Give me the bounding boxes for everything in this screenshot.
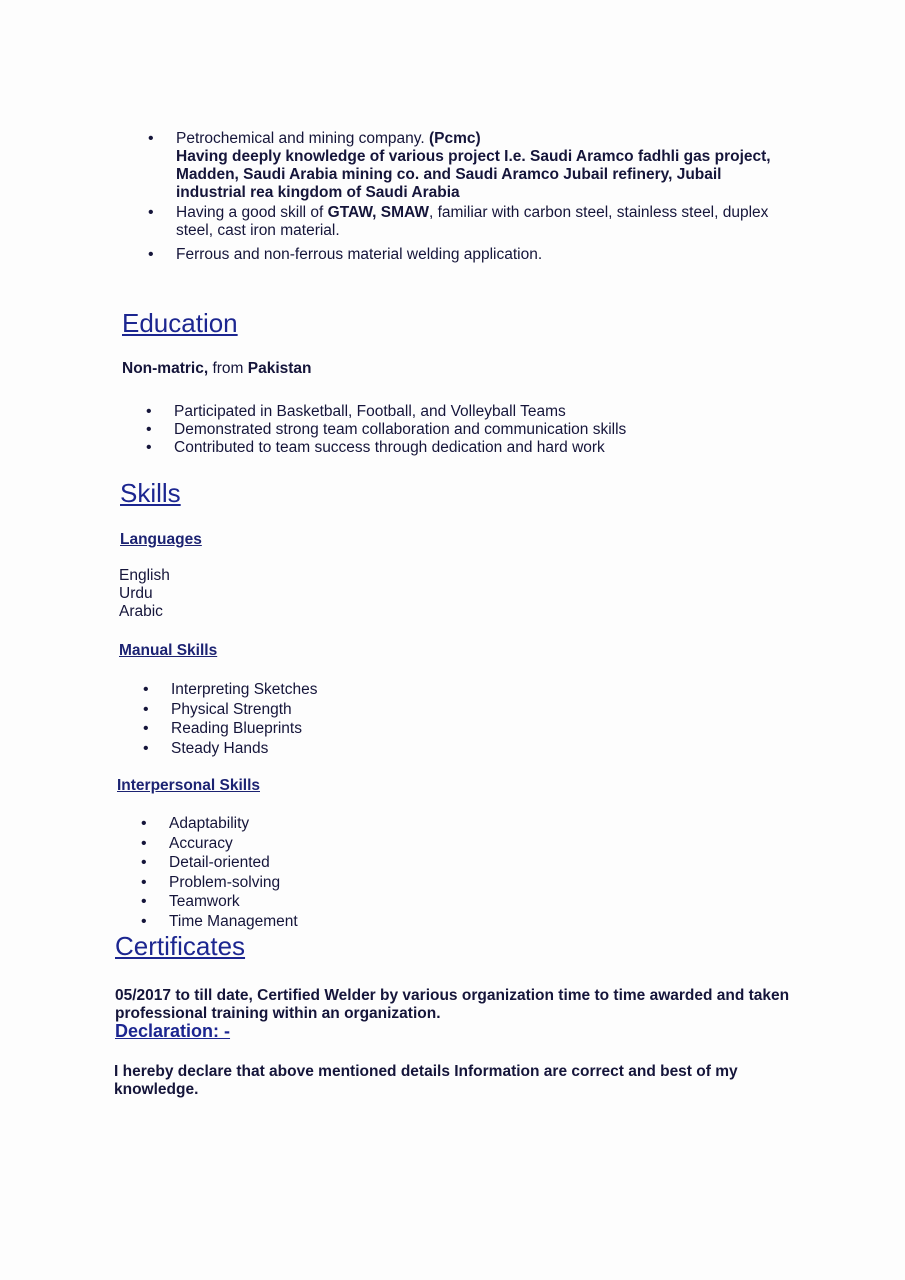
declaration-heading: Declaration: - [115,1021,231,1041]
certificate-line-2: professional training within an organization. [115,1005,441,1022]
interpersonal-skill-item: • Adaptability [141,815,298,833]
education-qualification [122,360,312,378]
qualification-level: Non-matric, [122,360,209,377]
project-line-2: Madden, Saudi Arabia mining co. and Saudi Aramco Jubail refinery, Jubail [176,166,722,183]
manual-skill-item: • Physical Strength [143,701,317,719]
experience-bullet-ferrous [148,246,808,264]
project-line-3: industrial rea kingdom of Saudi Arabia [176,184,460,201]
interpersonal-skill-item: • Teamwork [141,893,298,911]
interpersonal-skill-item: • Accuracy [141,835,298,853]
languages-list [119,567,170,621]
language-item: Urdu [119,585,153,602]
skill-bold: GTAW, SMAW [327,204,429,221]
education-bullet: • Demonstrated strong team collaboration and communication skills [146,421,786,439]
interpersonal-skill-item: • Problem-solving [141,874,298,892]
experience-bullet-skills [148,204,808,240]
experience-bullet-pcmc [148,130,808,202]
interpersonal-skill-item: • Detail-oriented [141,854,298,872]
declaration-text [114,1063,814,1099]
languages-heading: Languages [120,531,202,548]
interpersonal-skills-heading: Interpersonal Skills [117,777,260,794]
manual-skill-item: • Reading Blueprints [143,720,317,738]
declaration-line-1: I hereby declare that above mentioned details Information are correct and best of my [114,1063,738,1080]
interpersonal-skills-list [141,815,298,931]
certificates-heading: Certificates [115,931,246,961]
manual-skill-item: • Steady Hands [143,740,317,758]
education-bullet: • Contributed to team success through dedication and hard work [146,439,786,457]
education-bullets [146,403,786,457]
interpersonal-skill-item: • Time Management [141,913,298,931]
skills-heading: Skills [120,478,181,508]
education-heading: Education [122,308,238,338]
company-tag: (Pcmc) [429,130,481,147]
certificate-line-1: 05/2017 to till date, Certified Welder by various organization time to time awarded and taken [115,987,790,1004]
project-line-1: Having deeply knowledge of various project I.e. Saudi Aramco fadhli gas project, [176,148,771,165]
certificates-text [115,987,815,1023]
qualification-from: from [212,360,244,377]
language-item: English [119,567,170,584]
skill-post: , familiar with carbon steel, stainless steel, duplex [428,204,769,221]
experience-bullets [148,130,808,264]
manual-skill-item: • Interpreting Sketches [143,681,317,699]
company-description: Petrochemical and mining company. [176,130,425,147]
declaration-line-2: knowledge. [114,1081,199,1098]
ferrous-text: Ferrous and non-ferrous material welding application. [176,246,543,263]
qualification-country: Pakistan [247,360,312,377]
manual-skills-list [143,681,317,758]
manual-skills-heading: Manual Skills [119,642,218,659]
language-item: Arabic [119,603,163,620]
skill-line-2: steel, cast iron material. [176,222,340,239]
education-bullet: • Participated in Basketball, Football, and Volleyball Teams [146,403,786,421]
skill-pre: Having a good skill of [176,204,324,221]
